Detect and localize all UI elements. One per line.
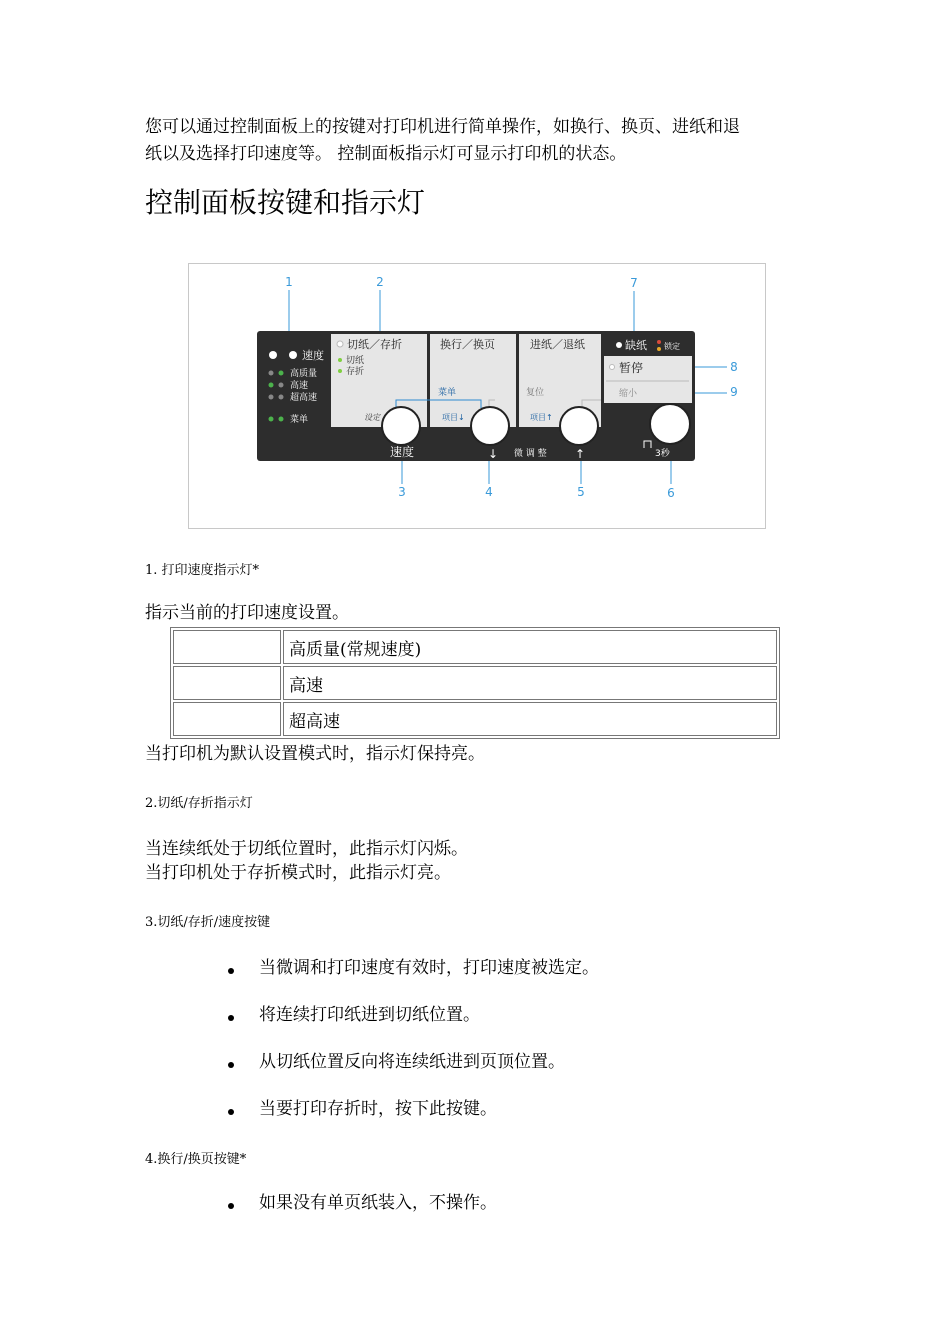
speed-led-2 xyxy=(289,351,297,359)
cut-item-2: 存折 xyxy=(346,367,365,377)
bullet-icon xyxy=(228,1109,234,1115)
callout-2: 2 xyxy=(376,275,384,289)
down-arrow-icon: ↓ xyxy=(488,447,499,461)
callout-3: 3 xyxy=(398,485,406,499)
speed-item-3: 超高速 xyxy=(290,393,318,403)
callout-7: 7 xyxy=(630,276,638,290)
intro-line-2: 纸以及选择打印速度等。 控制面板指示灯可显示打印机的状态。 xyxy=(145,144,627,164)
bullet-icon xyxy=(228,1015,234,1021)
callout-9: 9 xyxy=(730,385,738,399)
btn3-title: 进纸／退纸 xyxy=(530,338,585,351)
intro-line-1: 您可以通过控制面板上的按键对打印机进行简单操作，如换行、换页、进纸和退 xyxy=(145,117,740,137)
btn2-sub: 项目↓ xyxy=(442,413,465,422)
speed-item-2: 高速 xyxy=(290,381,309,391)
shrink-label: 缩小 xyxy=(619,389,638,399)
table-row xyxy=(173,666,777,700)
section-3-heading: 3.切纸/存折/速度按键 xyxy=(145,915,271,930)
callout-1: 1 xyxy=(285,275,293,289)
section-1-note: 当打印机为默认设置模式时，指示灯保持亮。 xyxy=(145,744,485,764)
speed-desc-cell: 高质量(常规速度) xyxy=(283,630,777,664)
btn1-title: 切纸／存折 xyxy=(347,338,402,351)
btn1-name: 速度 xyxy=(390,445,415,459)
table-row xyxy=(173,630,777,664)
btn2-title: 换行／换页 xyxy=(440,338,495,351)
table-row xyxy=(173,702,777,736)
callout-5: 5 xyxy=(577,485,585,499)
list-item: 从切纸位置反向将连续纸进到页顶位置。 xyxy=(228,1050,565,1074)
led-cell xyxy=(173,702,281,736)
section-2-line-1: 当连续纸处于切纸位置时，此指示灯闪烁。 xyxy=(145,839,468,859)
speed-desc-cell: 高速 xyxy=(283,666,777,700)
lock-label: 锁定 xyxy=(664,342,680,351)
led-cell xyxy=(173,666,281,700)
list-item: 当微调和打印速度有效时，打印速度被选定。 xyxy=(228,956,599,980)
fine-adjust-label: 微 调 整 xyxy=(514,449,547,459)
section-2-heading: 2.切纸/存折指示灯 xyxy=(145,796,253,811)
section-2-line-2: 当打印机处于存折模式时，此指示灯亮。 xyxy=(145,863,451,883)
menu-led-label: 菜单 xyxy=(290,415,309,425)
callout-4: 4 xyxy=(485,485,493,499)
speed-desc-cell: 超高速 xyxy=(283,702,777,736)
list-item: 将连续打印纸进到切纸位置。 xyxy=(228,1003,480,1027)
three-sec-label: 3秒 xyxy=(655,449,670,459)
load-eject-button[interactable] xyxy=(560,407,598,445)
page-title: 控制面板按键和指示灯 xyxy=(145,186,426,219)
section-1-heading: 1. 打印速度指示灯* xyxy=(145,563,260,578)
bullet-icon xyxy=(228,1203,234,1209)
bullet-icon xyxy=(228,1062,234,1068)
btn3-top: 复位 xyxy=(526,388,545,398)
paper-out-label: 缺纸 xyxy=(625,339,647,352)
pause-button[interactable] xyxy=(650,404,690,444)
bullet-icon xyxy=(228,968,234,974)
led-cell xyxy=(173,630,281,664)
btn1-sub: 设定 xyxy=(364,413,380,422)
callout-8: 8 xyxy=(730,360,738,374)
intro-paragraph xyxy=(145,114,825,168)
speed-item-1: 高质量 xyxy=(290,369,318,379)
callout-6: 6 xyxy=(667,486,675,500)
speed-indicator-table xyxy=(170,627,780,739)
list-item: 如果没有单页纸装入，不操作。 xyxy=(228,1191,497,1215)
speed-label: 速度 xyxy=(302,349,324,362)
speed-led-1 xyxy=(269,351,277,359)
lf-ff-button[interactable] xyxy=(471,407,509,445)
cut-item-1: 切纸 xyxy=(346,356,365,366)
cut-passbook-speed-button[interactable] xyxy=(382,407,420,445)
list-item: 当要打印存折时，按下此按键。 xyxy=(228,1097,497,1121)
section-1-desc: 指示当前的打印速度设置。 xyxy=(145,603,349,623)
up-arrow-icon: ↑ xyxy=(575,447,586,461)
btn2-top: 菜单 xyxy=(438,388,457,398)
btn3-sub: 项目↑ xyxy=(530,413,553,422)
control-panel-diagram xyxy=(189,264,765,528)
section-4-heading: 4.换行/换页按键* xyxy=(145,1152,247,1167)
pause-label: 暂停 xyxy=(619,361,644,375)
control-panel-figure xyxy=(188,263,766,529)
panel-pause xyxy=(604,356,692,403)
